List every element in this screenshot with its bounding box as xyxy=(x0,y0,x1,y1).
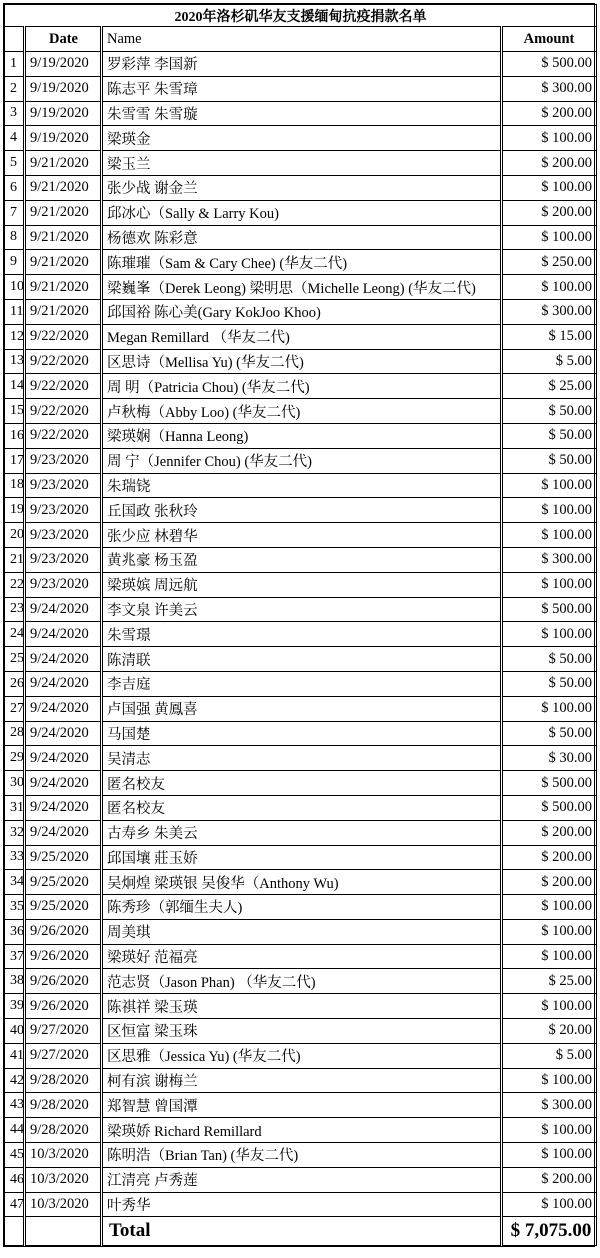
row-name: 郑智慧 曾国潭 xyxy=(102,1093,502,1118)
row-amount: $ 30.00 xyxy=(502,746,597,771)
row-name: 梁玉兰 xyxy=(102,151,502,176)
row-name: 吴炯煌 梁瑛银 吴俊华（Anthony Wu) xyxy=(102,870,502,895)
table-row xyxy=(5,919,597,944)
row-name: 马国楚 xyxy=(102,721,502,746)
row-date: 9/25/2020 xyxy=(25,895,102,920)
row-number: 45 xyxy=(5,1143,25,1168)
row-number: 5 xyxy=(5,151,25,176)
row-amount: $ 100.00 xyxy=(502,895,597,920)
table-row xyxy=(5,275,597,300)
row-date: 9/24/2020 xyxy=(25,746,102,771)
row-amount: $ 5.00 xyxy=(502,1043,597,1068)
total-amount: $ 7,075.00 xyxy=(502,1217,597,1246)
table-row xyxy=(5,299,597,324)
table-row xyxy=(5,771,597,796)
table-row xyxy=(5,1093,597,1118)
row-date: 9/23/2020 xyxy=(25,523,102,548)
table-row xyxy=(5,870,597,895)
row-name: 江清亮 卢秀莲 xyxy=(102,1167,502,1192)
row-amount: $ 15.00 xyxy=(502,324,597,349)
table-row xyxy=(5,944,597,969)
table-row xyxy=(5,175,597,200)
row-amount: $ 200.00 xyxy=(502,101,597,126)
row-amount: $ 50.00 xyxy=(502,671,597,696)
donation-table xyxy=(4,4,597,1246)
row-number: 11 xyxy=(5,299,25,324)
table-row xyxy=(5,349,597,374)
row-name: 丘国政 张秋玲 xyxy=(102,498,502,523)
header-amount: Amount xyxy=(502,27,597,52)
row-amount: $ 200.00 xyxy=(502,820,597,845)
row-name: 区恒富 梁玉珠 xyxy=(102,1019,502,1044)
row-amount: $ 25.00 xyxy=(502,374,597,399)
row-name: 邱国壤 莊玉娇 xyxy=(102,845,502,870)
table-row xyxy=(5,126,597,151)
table-row xyxy=(5,795,597,820)
header-no xyxy=(5,27,25,52)
row-date: 9/19/2020 xyxy=(25,126,102,151)
row-date: 9/23/2020 xyxy=(25,498,102,523)
table-row xyxy=(5,696,597,721)
row-name: 杨德欢 陈彩意 xyxy=(102,225,502,250)
row-amount: $ 20.00 xyxy=(502,1019,597,1044)
row-date: 9/24/2020 xyxy=(25,647,102,672)
row-date: 9/21/2020 xyxy=(25,250,102,275)
row-amount: $ 100.00 xyxy=(502,225,597,250)
total-label: Total xyxy=(102,1217,502,1246)
row-date: 9/23/2020 xyxy=(25,547,102,572)
row-amount: $ 100.00 xyxy=(502,696,597,721)
row-number: 24 xyxy=(5,622,25,647)
row-name: 黄兆豪 杨玉盈 xyxy=(102,547,502,572)
row-name: 卢国强 黄鳳喜 xyxy=(102,696,502,721)
row-number: 36 xyxy=(5,919,25,944)
row-date: 9/26/2020 xyxy=(25,969,102,994)
table-row xyxy=(5,1167,597,1192)
row-date: 9/21/2020 xyxy=(25,151,102,176)
row-number: 29 xyxy=(5,746,25,771)
row-date: 9/21/2020 xyxy=(25,175,102,200)
row-date: 9/22/2020 xyxy=(25,349,102,374)
row-number: 25 xyxy=(5,647,25,672)
row-amount: $ 50.00 xyxy=(502,423,597,448)
row-date: 9/24/2020 xyxy=(25,795,102,820)
table-row xyxy=(5,746,597,771)
row-number: 8 xyxy=(5,225,25,250)
row-number: 12 xyxy=(5,324,25,349)
row-number: 46 xyxy=(5,1167,25,1192)
row-date: 9/28/2020 xyxy=(25,1093,102,1118)
row-date: 9/26/2020 xyxy=(25,944,102,969)
table-row xyxy=(5,597,597,622)
row-name: 朱雪璟 xyxy=(102,622,502,647)
row-name: 叶秀华 xyxy=(102,1192,502,1217)
row-number: 19 xyxy=(5,498,25,523)
table-row xyxy=(5,572,597,597)
row-amount: $ 100.00 xyxy=(502,473,597,498)
row-name: 古寿乡 朱美云 xyxy=(102,820,502,845)
table-row xyxy=(5,151,597,176)
row-date: 9/19/2020 xyxy=(25,101,102,126)
table-row xyxy=(5,1068,597,1093)
table-row xyxy=(5,1019,597,1044)
header-date: Date xyxy=(25,27,102,52)
row-name: 罗彩萍 李国新 xyxy=(102,52,502,77)
row-name: 邱冰心（Sally & Larry Kou) xyxy=(102,200,502,225)
row-date: 9/22/2020 xyxy=(25,324,102,349)
row-amount: $ 100.00 xyxy=(502,622,597,647)
row-name: 李吉庭 xyxy=(102,671,502,696)
row-date: 9/21/2020 xyxy=(25,299,102,324)
row-amount: $ 100.00 xyxy=(502,572,597,597)
row-date: 9/22/2020 xyxy=(25,423,102,448)
row-date: 9/23/2020 xyxy=(25,572,102,597)
row-date: 9/27/2020 xyxy=(25,1043,102,1068)
row-amount: $ 100.00 xyxy=(502,919,597,944)
row-date: 9/27/2020 xyxy=(25,1019,102,1044)
row-number: 40 xyxy=(5,1019,25,1044)
row-name: 梁瑛娇 Richard Remillard xyxy=(102,1118,502,1143)
row-name: 卢秋梅（Abby Loo) (华友二代) xyxy=(102,399,502,424)
table-row xyxy=(5,845,597,870)
row-amount: $ 250.00 xyxy=(502,250,597,275)
row-name: 张少应 林碧华 xyxy=(102,523,502,548)
row-number: 38 xyxy=(5,969,25,994)
row-name: 周美琪 xyxy=(102,919,502,944)
row-name: 区思雅（Jessica Yu) (华友二代) xyxy=(102,1043,502,1068)
row-number: 7 xyxy=(5,200,25,225)
row-number: 35 xyxy=(5,895,25,920)
table-row xyxy=(5,994,597,1019)
table-row xyxy=(5,101,597,126)
row-date: 9/23/2020 xyxy=(25,448,102,473)
row-amount: $ 100.00 xyxy=(502,275,597,300)
row-amount: $ 200.00 xyxy=(502,845,597,870)
row-number: 13 xyxy=(5,349,25,374)
row-amount: $ 50.00 xyxy=(502,448,597,473)
total-no xyxy=(5,1217,25,1246)
row-date: 9/21/2020 xyxy=(25,200,102,225)
row-amount: $ 100.00 xyxy=(502,994,597,1019)
row-number: 6 xyxy=(5,175,25,200)
row-amount: $ 500.00 xyxy=(502,771,597,796)
row-amount: $ 50.00 xyxy=(502,647,597,672)
row-number: 30 xyxy=(5,771,25,796)
row-date: 9/24/2020 xyxy=(25,696,102,721)
row-name: 柯有滨 谢梅兰 xyxy=(102,1068,502,1093)
row-date: 9/19/2020 xyxy=(25,52,102,77)
page-title: 2020年洛杉矶华友支援缅甸抗疫捐款名单 xyxy=(5,5,597,27)
row-amount: $ 100.00 xyxy=(502,175,597,200)
row-name: 陈璀璀（Sam & Cary Chee) (华友二代) xyxy=(102,250,502,275)
row-name: 李文泉 许美云 xyxy=(102,597,502,622)
row-number: 42 xyxy=(5,1068,25,1093)
table-row xyxy=(5,52,597,77)
row-date: 10/3/2020 xyxy=(25,1192,102,1217)
row-date: 9/22/2020 xyxy=(25,374,102,399)
row-date: 9/25/2020 xyxy=(25,870,102,895)
row-name: 陈祺祥 梁玉瑛 xyxy=(102,994,502,1019)
row-amount: $ 300.00 xyxy=(502,76,597,101)
donation-sheet xyxy=(3,3,595,1247)
row-amount: $ 100.00 xyxy=(502,126,597,151)
row-number: 3 xyxy=(5,101,25,126)
row-number: 4 xyxy=(5,126,25,151)
row-name: 范志贤（Jason Phan) （华友二代) xyxy=(102,969,502,994)
table-row xyxy=(5,498,597,523)
row-number: 14 xyxy=(5,374,25,399)
table-row xyxy=(5,647,597,672)
row-name: Megan Remillard （华友二代) xyxy=(102,324,502,349)
table-row xyxy=(5,225,597,250)
row-date: 9/24/2020 xyxy=(25,597,102,622)
row-name: 周 明（Patricia Chou) (华友二代) xyxy=(102,374,502,399)
row-date: 9/24/2020 xyxy=(25,771,102,796)
row-date: 9/28/2020 xyxy=(25,1068,102,1093)
row-name: 陈明浩（Brian Tan) (华友二代) xyxy=(102,1143,502,1168)
row-amount: $ 300.00 xyxy=(502,1093,597,1118)
row-name: 陈清联 xyxy=(102,647,502,672)
row-amount: $ 200.00 xyxy=(502,151,597,176)
row-amount: $ 100.00 xyxy=(502,1068,597,1093)
table-row xyxy=(5,523,597,548)
row-number: 10 xyxy=(5,275,25,300)
row-amount: $ 100.00 xyxy=(502,523,597,548)
table-row xyxy=(5,969,597,994)
row-name: 吴清志 xyxy=(102,746,502,771)
row-date: 10/3/2020 xyxy=(25,1143,102,1168)
row-name: 梁瑛嫔 周远航 xyxy=(102,572,502,597)
row-name: 朱瑞铙 xyxy=(102,473,502,498)
row-amount: $ 50.00 xyxy=(502,399,597,424)
row-name: 张少战 谢金兰 xyxy=(102,175,502,200)
row-date: 9/24/2020 xyxy=(25,721,102,746)
row-date: 9/19/2020 xyxy=(25,76,102,101)
row-date: 9/22/2020 xyxy=(25,399,102,424)
row-number: 1 xyxy=(5,52,25,77)
table-row xyxy=(5,1192,597,1217)
table-row xyxy=(5,1043,597,1068)
row-date: 9/24/2020 xyxy=(25,671,102,696)
row-amount: $ 500.00 xyxy=(502,795,597,820)
row-date: 9/26/2020 xyxy=(25,994,102,1019)
table-row xyxy=(5,820,597,845)
row-name: 周 宁（Jennifer Chou) (华友二代) xyxy=(102,448,502,473)
table-row xyxy=(5,76,597,101)
table-row xyxy=(5,324,597,349)
row-number: 47 xyxy=(5,1192,25,1217)
row-number: 39 xyxy=(5,994,25,1019)
table-row xyxy=(5,1143,597,1168)
row-number: 31 xyxy=(5,795,25,820)
row-amount: $ 100.00 xyxy=(502,944,597,969)
row-number: 33 xyxy=(5,845,25,870)
row-name: 匿名校友 xyxy=(102,771,502,796)
table-row xyxy=(5,399,597,424)
row-date: 9/28/2020 xyxy=(25,1118,102,1143)
row-name: 邱国裕 陈心美(Gary KokJoo Khoo) xyxy=(102,299,502,324)
row-amount: $ 50.00 xyxy=(502,721,597,746)
row-amount: $ 500.00 xyxy=(502,52,597,77)
table-row xyxy=(5,622,597,647)
table-row xyxy=(5,671,597,696)
table-row xyxy=(5,547,597,572)
row-date: 9/21/2020 xyxy=(25,275,102,300)
total-date xyxy=(25,1217,102,1246)
table-row xyxy=(5,448,597,473)
row-number: 21 xyxy=(5,547,25,572)
row-number: 15 xyxy=(5,399,25,424)
row-amount: $ 5.00 xyxy=(502,349,597,374)
row-number: 41 xyxy=(5,1043,25,1068)
row-name: 梁瑛娴（Hanna Leong) xyxy=(102,423,502,448)
row-name: 区思诗（Mellisa Yu) (华友二代) xyxy=(102,349,502,374)
row-name: 梁巍峯（Derek Leong) 梁明思（Michelle Leong) (华友二代) xyxy=(102,275,502,300)
row-amount: $ 100.00 xyxy=(502,1143,597,1168)
header-row xyxy=(5,27,597,52)
row-amount: $ 200.00 xyxy=(502,200,597,225)
row-number: 20 xyxy=(5,523,25,548)
row-number: 26 xyxy=(5,671,25,696)
row-number: 23 xyxy=(5,597,25,622)
title-row xyxy=(5,5,597,27)
row-number: 37 xyxy=(5,944,25,969)
row-amount: $ 100.00 xyxy=(502,498,597,523)
row-amount: $ 100.00 xyxy=(502,1192,597,1217)
row-name: 匿名校友 xyxy=(102,795,502,820)
table-row xyxy=(5,374,597,399)
table-row xyxy=(5,250,597,275)
table-row xyxy=(5,895,597,920)
row-number: 44 xyxy=(5,1118,25,1143)
row-date: 10/3/2020 xyxy=(25,1167,102,1192)
row-number: 34 xyxy=(5,870,25,895)
row-date: 9/21/2020 xyxy=(25,225,102,250)
row-amount: $ 200.00 xyxy=(502,870,597,895)
table-body xyxy=(5,5,597,1246)
header-name: Name xyxy=(102,27,502,52)
row-number: 28 xyxy=(5,721,25,746)
table-row xyxy=(5,721,597,746)
row-name: 朱雪雪 朱雪璇 xyxy=(102,101,502,126)
row-number: 32 xyxy=(5,820,25,845)
row-amount: $ 300.00 xyxy=(502,299,597,324)
row-number: 43 xyxy=(5,1093,25,1118)
total-row xyxy=(5,1217,597,1246)
row-number: 18 xyxy=(5,473,25,498)
row-amount: $ 500.00 xyxy=(502,597,597,622)
row-number: 2 xyxy=(5,76,25,101)
row-number: 27 xyxy=(5,696,25,721)
table-row xyxy=(5,200,597,225)
row-name: 陈志平 朱雪璋 xyxy=(102,76,502,101)
row-name: 梁瑛金 xyxy=(102,126,502,151)
row-amount: $ 25.00 xyxy=(502,969,597,994)
row-name: 梁瑛好 范福亮 xyxy=(102,944,502,969)
row-number: 9 xyxy=(5,250,25,275)
row-number: 16 xyxy=(5,423,25,448)
row-date: 9/25/2020 xyxy=(25,845,102,870)
row-date: 9/24/2020 xyxy=(25,820,102,845)
row-name: 陈秀珍（郭缅生夫人) xyxy=(102,895,502,920)
row-amount: $ 200.00 xyxy=(502,1167,597,1192)
table-row xyxy=(5,1118,597,1143)
row-date: 9/23/2020 xyxy=(25,473,102,498)
row-number: 17 xyxy=(5,448,25,473)
table-row xyxy=(5,423,597,448)
row-amount: $ 100.00 xyxy=(502,1118,597,1143)
row-number: 22 xyxy=(5,572,25,597)
row-amount: $ 300.00 xyxy=(502,547,597,572)
row-date: 9/24/2020 xyxy=(25,622,102,647)
table-row xyxy=(5,473,597,498)
row-date: 9/26/2020 xyxy=(25,919,102,944)
